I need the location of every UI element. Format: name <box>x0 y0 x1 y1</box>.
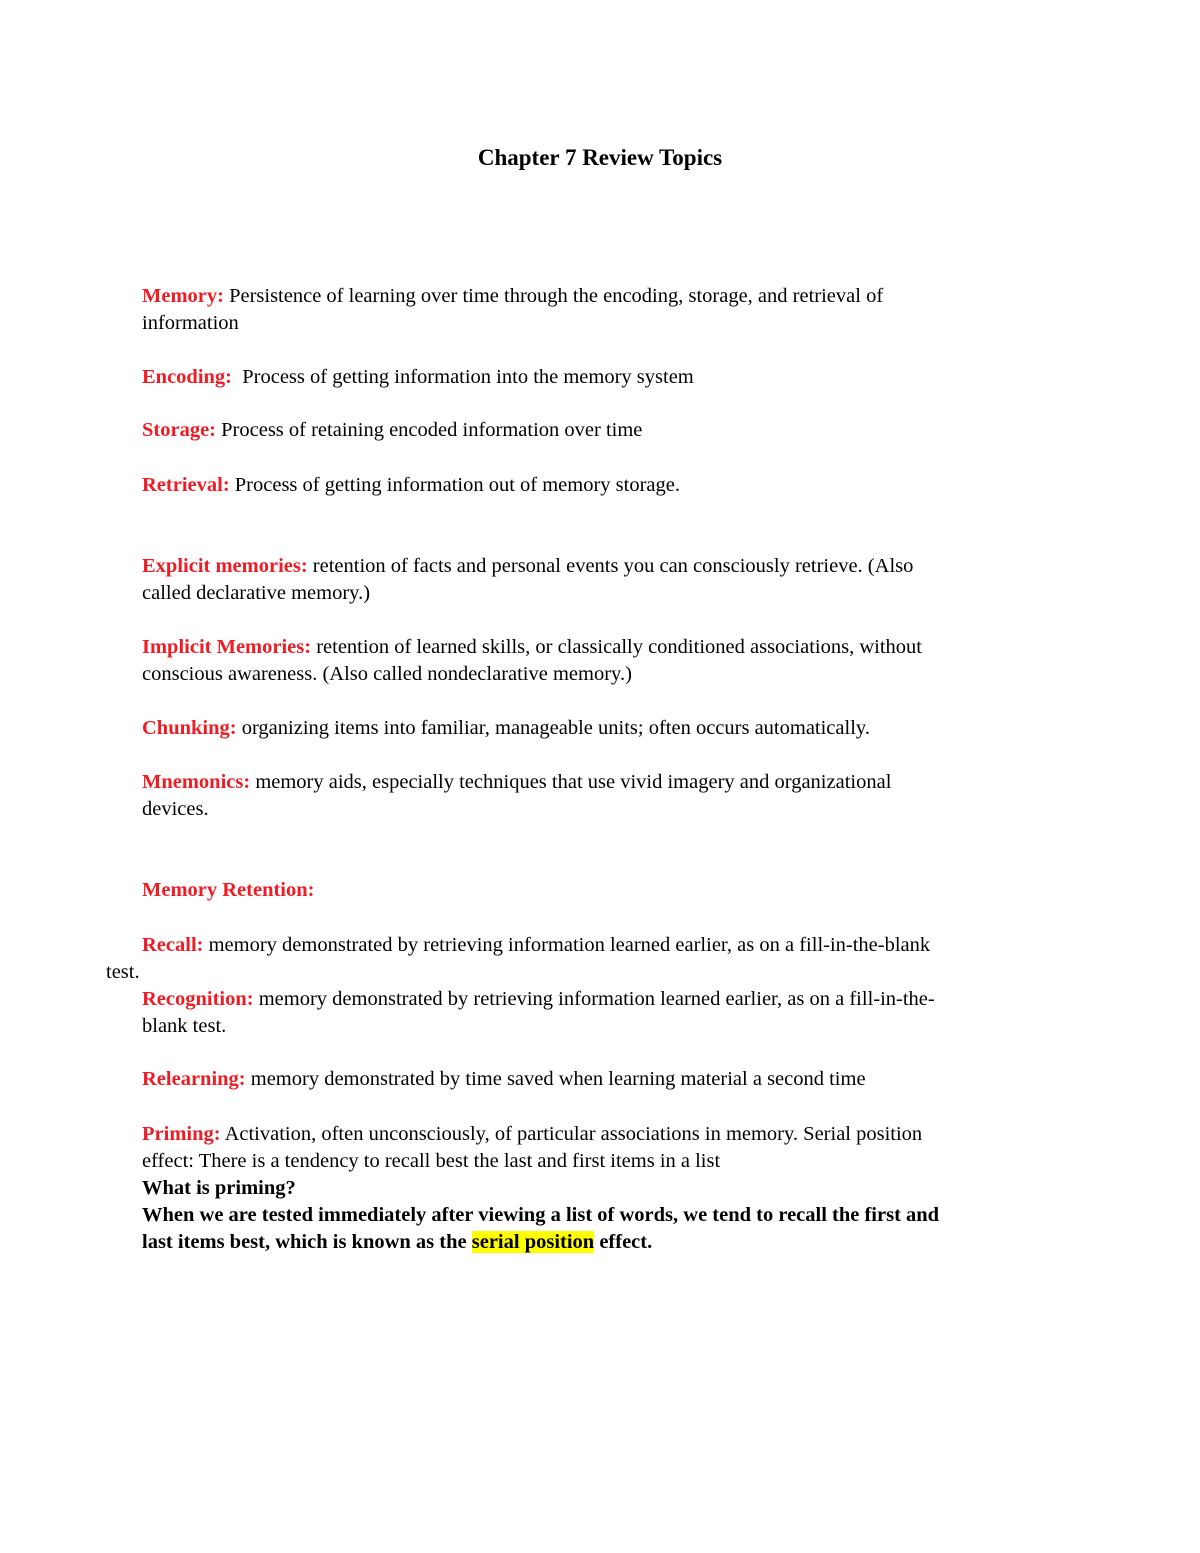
entry-relearning <box>142 1066 1062 1093</box>
def-memory-line1: Persistence of learning over time through the encoding, storage, and retrieval of <box>223 285 884 307</box>
def-chunking: organizing items into familiar, manageable units; often occurs automatically. <box>236 717 870 739</box>
entry-retrieval <box>142 472 1062 499</box>
entry-memory <box>142 283 1062 337</box>
def-memory-line2: information <box>142 312 239 334</box>
serial-position-highlight: serial position <box>471 1231 595 1253</box>
answer-line1: When we are tested immediately after viewing a list of words, we tend to recall the first and <box>142 1204 940 1226</box>
def-retrieval: Process of getting information out of memory storage. <box>229 474 680 496</box>
entry-implicit-memories <box>142 634 1062 688</box>
term-recognition: Recognition: <box>142 988 254 1010</box>
entry-recall <box>142 932 1062 959</box>
def-priming-line2: effect: There is a tendency to recall best the last and first items in a list <box>142 1150 721 1172</box>
def-priming-line1: Activation, often unconsciously, of particular associations in memory. Serial position <box>220 1123 923 1145</box>
entry-priming <box>142 1121 1062 1256</box>
answer-line2-pre: last items best, which is known as the <box>142 1231 472 1253</box>
term-mnemonics: Mnemonics: <box>142 771 251 793</box>
question-text: What is priming? <box>142 1177 296 1199</box>
def-recognition-line2: blank test. <box>142 1015 227 1037</box>
term-storage: Storage: <box>142 419 217 441</box>
def-encoding: Process of getting information into the memory system <box>232 366 694 388</box>
def-recall-line1: memory demonstrated by retrieving information learned earlier, as on a fill-in-the-blank <box>203 934 931 956</box>
def-mnemonics-line2: devices. <box>142 798 209 820</box>
term-memory: Memory: <box>142 285 224 307</box>
section-memory-retention <box>142 877 1062 904</box>
term-chunking: Chunking: <box>142 717 237 739</box>
term-retrieval: Retrieval: <box>142 474 230 496</box>
def-storage: Process of retaining encoded information over time <box>216 419 643 441</box>
def-explicit-line1: retention of facts and personal events you can consciously retrieve. (Also <box>307 555 914 577</box>
term-recall: Recall: <box>142 934 204 956</box>
def-relearning: memory demonstrated by time saved when learning material a second time <box>245 1068 866 1090</box>
answer-line2 <box>142 1231 652 1253</box>
page-title: Chapter 7 Review Topics <box>477 145 723 170</box>
def-implicit-line2: conscious awareness. (Also called nondeclarative memory.) <box>142 663 632 685</box>
term-priming: Priming: <box>142 1123 221 1145</box>
entry-mnemonics <box>142 769 1062 823</box>
entry-chunking <box>142 715 1062 742</box>
def-mnemonics-line1: memory aids, especially techniques that use vivid imagery and organizational <box>250 771 892 793</box>
def-implicit-line1: retention of learned skills, or classically conditioned associations, without <box>311 636 922 658</box>
entry-recognition <box>142 986 1062 1040</box>
def-explicit-line2: called declarative memory.) <box>142 582 371 604</box>
entry-explicit-memories <box>142 553 1062 607</box>
term-memory-retention: Memory Retention: <box>142 879 315 901</box>
def-recall-line2: test. <box>106 961 140 983</box>
def-recognition-line1: memory demonstrated by retrieving information learned earlier, as on a fill-in-the- <box>253 988 935 1010</box>
term-implicit-memories: Implicit Memories: <box>142 636 312 658</box>
term-relearning: Relearning: <box>142 1068 246 1090</box>
entry-storage <box>142 417 1062 444</box>
term-explicit-memories: Explicit memories: <box>142 555 308 577</box>
term-encoding: Encoding: <box>142 366 232 388</box>
answer-line2-post: effect. <box>594 1231 653 1253</box>
entry-encoding <box>142 364 1062 391</box>
